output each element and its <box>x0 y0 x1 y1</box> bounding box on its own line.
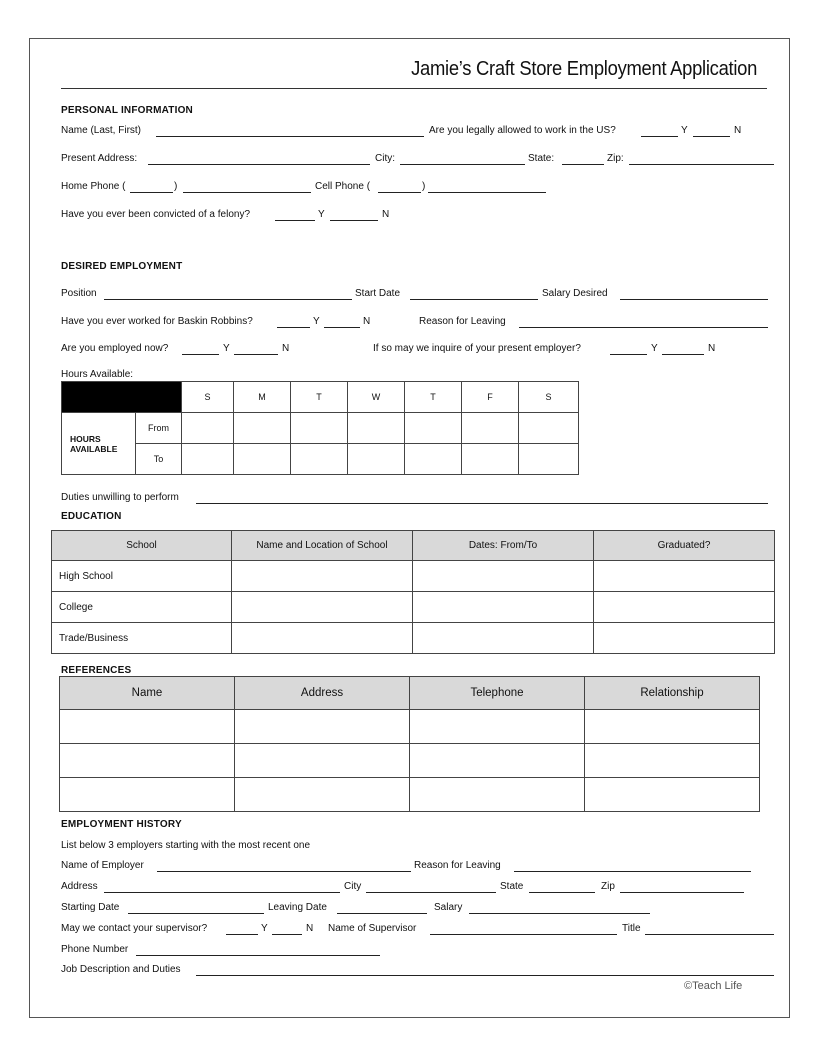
zip-field[interactable] <box>629 164 774 165</box>
day-header: M <box>234 382 291 413</box>
salary-field[interactable] <box>620 299 768 300</box>
city-label: City: <box>375 153 395 164</box>
page-title: Jamie’s Craft Store Employment Application <box>410 58 757 80</box>
cell-phone-label: Cell Phone ( <box>315 181 371 192</box>
home-phone-label: Home Phone ( <box>61 181 126 192</box>
ref-cell[interactable] <box>410 744 585 778</box>
copyright-text: ©Teach Life <box>684 980 743 992</box>
history-heading: EMPLOYMENT HISTORY <box>61 819 182 830</box>
felony-yes-label: Y <box>318 209 325 220</box>
job-description-field[interactable] <box>196 975 774 976</box>
ref-col-header: Relationship <box>585 677 760 710</box>
edu-cell[interactable] <box>413 623 594 654</box>
edu-cell[interactable] <box>413 561 594 592</box>
home-area-code-field[interactable] <box>130 192 173 193</box>
ref-col-header: Address <box>235 677 410 710</box>
references-table <box>59 676 760 812</box>
edu-cell[interactable] <box>594 623 775 654</box>
application-page <box>29 38 790 1018</box>
baskin-yes-label: Y <box>313 316 320 327</box>
cell-phone-field[interactable] <box>428 192 546 193</box>
desired-heading: DESIRED EMPLOYMENT <box>61 261 183 272</box>
ref-cell[interactable] <box>585 778 760 812</box>
contact-no-label: N <box>306 923 314 934</box>
legal-no-field[interactable] <box>693 136 730 137</box>
inquire-question: If so may we inquire of your present employer? <box>373 343 581 354</box>
day-header: T <box>405 382 462 413</box>
baskin-question: Have you ever worked for Baskin Robbins? <box>61 316 253 327</box>
felony-yes-field[interactable] <box>275 220 315 221</box>
inquire-no-label: N <box>708 343 716 354</box>
baskin-yes-field[interactable] <box>277 327 310 328</box>
starting-date-field[interactable] <box>128 913 264 914</box>
employer-label: Name of Employer <box>61 860 144 871</box>
cell-area-code-field[interactable] <box>378 192 421 193</box>
history-reason-field[interactable] <box>514 871 751 872</box>
address-label: Present Address: <box>61 153 138 164</box>
day-header: S <box>519 382 579 413</box>
name-label: Name (Last, First) <box>61 125 142 136</box>
history-reason-label: Reason for Leaving <box>414 860 501 871</box>
ref-cell[interactable] <box>235 710 410 744</box>
from-label: From <box>136 413 182 444</box>
references-heading: REFERENCES <box>61 665 132 676</box>
day-header: F <box>462 382 519 413</box>
day-header: S <box>182 382 234 413</box>
inquire-yes-label: Y <box>651 343 658 354</box>
ref-cell[interactable] <box>410 710 585 744</box>
state-field[interactable] <box>562 164 604 165</box>
hours-cell[interactable] <box>182 444 234 475</box>
supervisor-title-field[interactable] <box>645 934 774 935</box>
phone-number-field[interactable] <box>136 955 380 956</box>
contact-supervisor-question: May we contact your supervisor? <box>61 923 208 934</box>
leaving-date-field[interactable] <box>337 913 427 914</box>
supervisor-title-label: Title <box>622 923 641 934</box>
employer-field[interactable] <box>157 871 411 872</box>
title-divider <box>61 88 767 89</box>
history-city-field[interactable] <box>366 892 496 893</box>
edu-col-header: Name and Location of School <box>232 531 413 561</box>
hours-available-row-label: HOURS AVAILABLE <box>62 413 136 475</box>
city-field[interactable] <box>400 164 525 165</box>
hours-cell[interactable] <box>519 444 579 475</box>
history-state-label: State <box>500 881 524 892</box>
ref-cell[interactable] <box>60 710 235 744</box>
baskin-no-label: N <box>363 316 371 327</box>
employed-no-field[interactable] <box>234 354 278 355</box>
hours-cell[interactable] <box>291 444 348 475</box>
ref-col-header: Telephone <box>410 677 585 710</box>
hours-cell[interactable] <box>234 444 291 475</box>
history-address-field[interactable] <box>104 892 340 893</box>
hours-available-label: Hours Available: <box>61 369 134 380</box>
leaving-date-label: Leaving Date <box>268 902 327 913</box>
hours-corner-cell <box>62 382 182 413</box>
start-date-field[interactable] <box>410 299 538 300</box>
inquire-no-field[interactable] <box>662 354 704 355</box>
address-field[interactable] <box>148 164 370 165</box>
reason-leaving-field[interactable] <box>519 327 768 328</box>
to-label: To <box>136 444 182 475</box>
phone-number-label: Phone Number <box>61 944 129 955</box>
supervisor-name-label: Name of Supervisor <box>328 923 417 934</box>
ref-col-header: Name <box>60 677 235 710</box>
hours-cell[interactable] <box>234 413 291 444</box>
employed-no-label: N <box>282 343 290 354</box>
ref-cell[interactable] <box>410 778 585 812</box>
history-zip-label: Zip <box>601 881 615 892</box>
edu-cell[interactable] <box>594 561 775 592</box>
felony-question: Have you ever been convicted of a felony? <box>61 209 251 220</box>
supervisor-name-field[interactable] <box>430 934 617 935</box>
duties-unwilling-field[interactable] <box>196 503 768 504</box>
legal-question: Are you legally allowed to work in the US? <box>429 125 616 136</box>
legal-yes-label: Y <box>681 125 688 136</box>
hours-table <box>61 381 579 475</box>
ref-cell[interactable] <box>60 778 235 812</box>
history-city-label: City <box>344 881 362 892</box>
state-label: State: <box>528 153 555 164</box>
reason-leaving-label: Reason for Leaving <box>419 316 506 327</box>
start-date-label: Start Date <box>355 288 401 299</box>
edu-cell[interactable] <box>594 592 775 623</box>
edu-cell[interactable] <box>232 561 413 592</box>
home-paren: ) <box>174 181 178 192</box>
legal-no-label: N <box>734 125 742 136</box>
hours-cell[interactable] <box>182 413 234 444</box>
hours-cell[interactable] <box>519 413 579 444</box>
history-address-label: Address <box>61 881 98 892</box>
hours-cell[interactable] <box>405 444 462 475</box>
contact-yes-label: Y <box>261 923 268 934</box>
hours-cell[interactable] <box>348 413 405 444</box>
hours-cell[interactable] <box>291 413 348 444</box>
edu-cell[interactable] <box>232 592 413 623</box>
hours-cell[interactable] <box>348 444 405 475</box>
day-header: T <box>291 382 348 413</box>
home-phone-field[interactable] <box>183 192 311 193</box>
edu-cell[interactable] <box>413 592 594 623</box>
edu-row-label: Trade/Business <box>52 623 232 654</box>
history-salary-label: Salary <box>434 902 463 913</box>
edu-row-label: High School <box>52 561 232 592</box>
felony-no-label: N <box>382 209 390 220</box>
zip-label: Zip: <box>607 153 624 164</box>
edu-cell[interactable] <box>232 623 413 654</box>
job-description-label: Job Description and Duties <box>61 964 181 975</box>
cell-paren: ) <box>422 181 426 192</box>
hours-cell[interactable] <box>462 413 519 444</box>
ref-cell[interactable] <box>585 744 760 778</box>
edu-col-header: Graduated? <box>594 531 775 561</box>
position-field[interactable] <box>104 299 352 300</box>
felony-no-field[interactable] <box>330 220 378 221</box>
edu-row-label: College <box>52 592 232 623</box>
hours-cell[interactable] <box>462 444 519 475</box>
starting-date-label: Starting Date <box>61 902 120 913</box>
name-field[interactable] <box>156 136 424 137</box>
history-instruction: List below 3 employers starting with the most recent one <box>61 840 311 851</box>
contact-no-field[interactable] <box>272 934 302 935</box>
employed-yes-label: Y <box>223 343 230 354</box>
education-heading: EDUCATION <box>61 511 122 522</box>
hours-cell[interactable] <box>405 413 462 444</box>
baskin-no-field[interactable] <box>324 327 360 328</box>
employed-question: Are you employed now? <box>61 343 169 354</box>
legal-yes-field[interactable] <box>641 136 678 137</box>
history-zip-field[interactable] <box>620 892 744 893</box>
education-table <box>51 530 775 654</box>
contact-yes-field[interactable] <box>226 934 258 935</box>
personal-heading: PERSONAL INFORMATION <box>61 105 193 116</box>
day-header: W <box>348 382 405 413</box>
history-state-field[interactable] <box>529 892 595 893</box>
ref-cell[interactable] <box>235 778 410 812</box>
employed-yes-field[interactable] <box>182 354 219 355</box>
ref-cell[interactable] <box>60 744 235 778</box>
position-label: Position <box>61 288 97 299</box>
edu-col-header: Dates: From/To <box>413 531 594 561</box>
history-salary-field[interactable] <box>469 913 650 914</box>
duties-unwilling-label: Duties unwilling to perform <box>61 492 179 503</box>
ref-cell[interactable] <box>235 744 410 778</box>
inquire-yes-field[interactable] <box>610 354 647 355</box>
edu-col-header: School <box>52 531 232 561</box>
ref-cell[interactable] <box>585 710 760 744</box>
salary-label: Salary Desired <box>542 288 608 299</box>
